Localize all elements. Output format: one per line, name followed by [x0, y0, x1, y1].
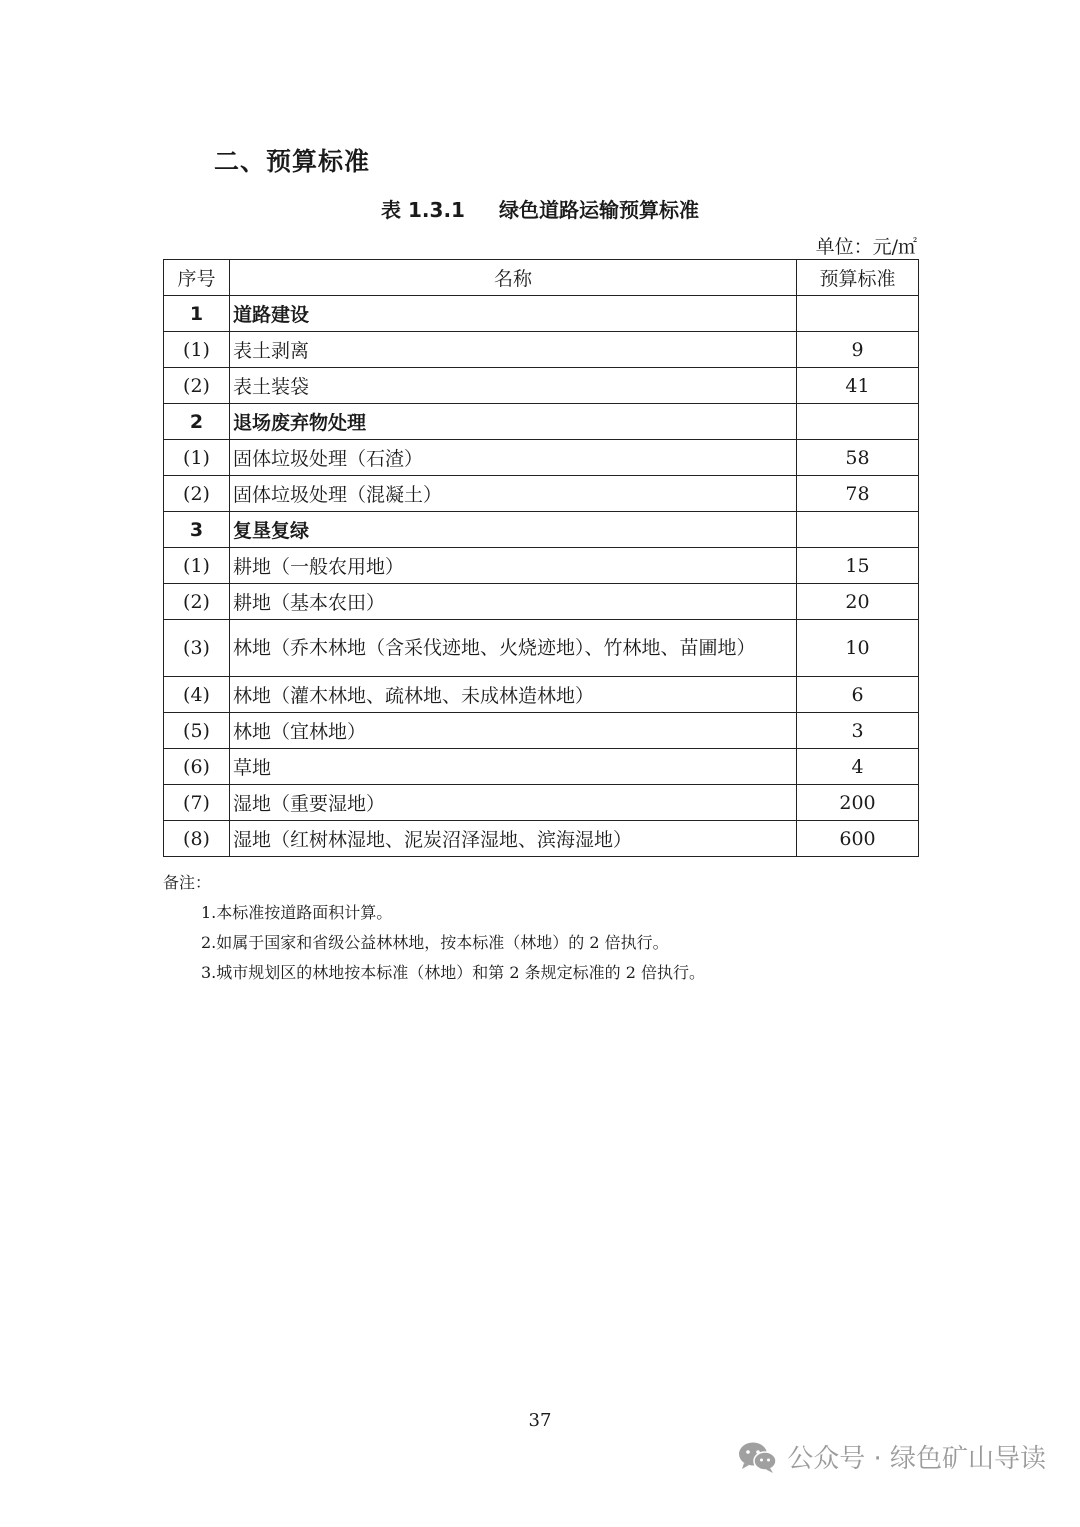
note-item: 3.城市规划区的林地按本标准（林地）和第 2 条规定标准的 2 倍执行。 [201, 963, 705, 982]
table-row [164, 512, 919, 548]
row-name: 湿地（红树林湿地、泥炭沼泽湿地、滨海湿地） [230, 821, 797, 857]
page-number: 37 [528, 1410, 552, 1431]
row-no: (6) [164, 749, 230, 785]
table-row [164, 677, 919, 713]
row-name: 表土装袋 [230, 368, 797, 404]
table-row [164, 548, 919, 584]
section-title: 二、预算标准 [214, 147, 371, 176]
table-row [164, 476, 919, 512]
header-no: 序号 [164, 260, 230, 296]
row-no: (1) [164, 548, 230, 584]
row-name: 复垦复绿 [230, 512, 797, 548]
table-row [164, 713, 919, 749]
unit-label: 单位：元/㎡ [815, 236, 917, 258]
table-row [164, 440, 919, 476]
row-name: 林地（乔木林地（含采伐迹地、火烧迹地）、竹林地、苗圃地） [230, 620, 797, 677]
row-no: (1) [164, 332, 230, 368]
row-value: 41 [797, 368, 919, 404]
row-value: 9 [797, 332, 919, 368]
row-value [797, 512, 919, 548]
table-row [164, 821, 919, 857]
row-name: 退场废弃物处理 [230, 404, 797, 440]
budget-table [163, 259, 919, 857]
header-value: 预算标准 [797, 260, 919, 296]
row-no: (7) [164, 785, 230, 821]
notes [163, 868, 705, 988]
row-value: 600 [797, 821, 919, 857]
table-row [164, 332, 919, 368]
row-name: 耕地（基本农田） [230, 584, 797, 620]
row-name: 湿地（重要湿地） [230, 785, 797, 821]
row-no: (2) [164, 584, 230, 620]
row-value: 10 [797, 620, 919, 677]
row-value: 58 [797, 440, 919, 476]
row-value: 15 [797, 548, 919, 584]
table-row [164, 620, 919, 677]
table-caption [0, 194, 1080, 223]
row-name: 道路建设 [230, 296, 797, 332]
row-no: 2 [164, 404, 230, 440]
row-name: 林地（灌木林地、疏林地、未成林造林地） [230, 677, 797, 713]
row-no: 3 [164, 512, 230, 548]
row-value: 20 [797, 584, 919, 620]
row-no: (3) [164, 620, 230, 677]
header-name: 名称 [230, 260, 797, 296]
row-value: 6 [797, 677, 919, 713]
row-name: 林地（宜林地） [230, 713, 797, 749]
row-name: 固体垃圾处理（石渣） [230, 440, 797, 476]
row-no: (5) [164, 713, 230, 749]
row-value: 200 [797, 785, 919, 821]
watermark [737, 1438, 1046, 1475]
watermark-text: 公众号 · 绿色矿山导读 [787, 1444, 1046, 1474]
notes-label: 备注： [163, 873, 212, 892]
table-header-row [164, 260, 919, 296]
row-name: 固体垃圾处理（混凝土） [230, 476, 797, 512]
table-row [164, 584, 919, 620]
table-row [164, 404, 919, 440]
table-row [164, 785, 919, 821]
row-no: 1 [164, 296, 230, 332]
row-value: 4 [797, 749, 919, 785]
row-no: (4) [164, 677, 230, 713]
row-no: (1) [164, 440, 230, 476]
wechat-icon [737, 1440, 779, 1474]
row-value [797, 404, 919, 440]
table-row [164, 749, 919, 785]
table-number: 表 1.3.1 [381, 198, 465, 222]
table-row [164, 296, 919, 332]
row-name: 耕地（一般农用地） [230, 548, 797, 584]
note-item: 1.本标准按道路面积计算。 [201, 903, 393, 922]
row-name: 草地 [230, 749, 797, 785]
row-value: 3 [797, 713, 919, 749]
row-value: 78 [797, 476, 919, 512]
row-no: (8) [164, 821, 230, 857]
table-title: 绿色道路运输预算标准 [498, 198, 699, 222]
row-name: 表土剥离 [230, 332, 797, 368]
row-no: (2) [164, 368, 230, 404]
table-row [164, 368, 919, 404]
row-no: (2) [164, 476, 230, 512]
row-value [797, 296, 919, 332]
note-item: 2.如属于国家和省级公益林林地，按本标准（林地）的 2 倍执行。 [201, 933, 669, 952]
